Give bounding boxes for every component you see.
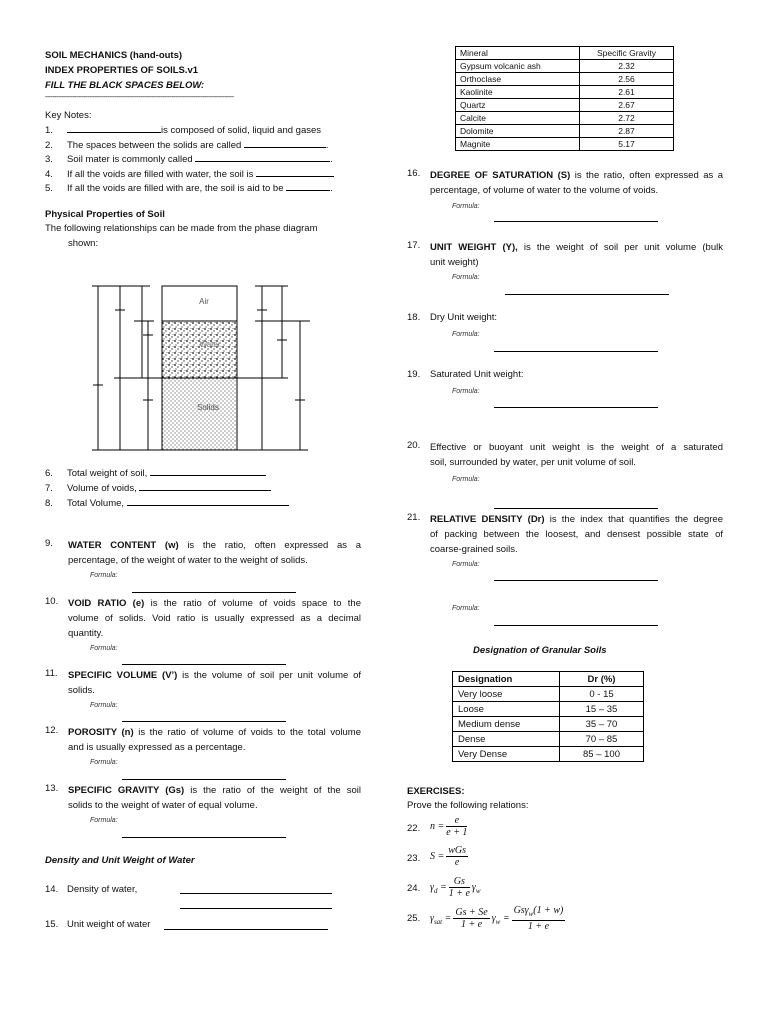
- water-label: Water: [199, 340, 221, 349]
- table-row: Dense 70 – 85: [453, 732, 644, 747]
- q16-text: DEGREE OF SATURATION (S) is the ratio, often expressed as a percentage, of volume of water to the volume of voids.: [430, 170, 723, 196]
- exercise-23-num: 23.: [407, 853, 421, 864]
- q20-num: 20.: [407, 440, 421, 451]
- table-header-row: [456, 47, 674, 60]
- formula-label: Formula:: [90, 759, 118, 766]
- mineral-table: [455, 46, 674, 151]
- q14: 14. Density of water,: [45, 884, 138, 895]
- answer-blank[interactable]: [122, 779, 286, 780]
- key-notes-list: [45, 124, 375, 197]
- table-row: Magnite 5.17: [456, 138, 674, 151]
- table-row: Gypsum volcanic ash 2.32: [456, 60, 674, 73]
- q21-text: RELATIVE DENSITY (Dr) is the index that quantifies the degree of packing between the loosest, and densest possible state of coarse-grained soils.: [430, 514, 723, 555]
- table-row: Medium dense 35 – 70: [453, 717, 644, 732]
- course-title: SOIL MECHANICS (hand-outs): [45, 50, 183, 61]
- physical-intro-2: shown:: [68, 238, 99, 249]
- blank-field[interactable]: [127, 497, 289, 506]
- q6: 6. Total weight of soil,: [45, 466, 289, 481]
- answer-blank[interactable]: [164, 929, 328, 930]
- instruction: FILL THE BLACK SPACES BELOW:: [45, 80, 205, 91]
- blank-field[interactable]: [286, 182, 330, 191]
- formula-label: Formula:: [452, 476, 480, 483]
- q11-text: SPECIFIC VOLUME (V’) is the volume of soil per unit volume of solids.: [68, 670, 361, 696]
- phase-diagram: [90, 280, 320, 455]
- q9-num: 9.: [45, 538, 53, 549]
- formula-label: Formula:: [452, 274, 480, 281]
- q19: 19. Saturated Unit weight:: [407, 369, 524, 380]
- blank-field[interactable]: [256, 168, 334, 177]
- physical-heading: Physical Properties of Soil: [45, 209, 165, 220]
- table-row: Quartz 2.67: [456, 99, 674, 112]
- q18: 18. Dry Unit weight:: [407, 312, 498, 323]
- answer-blank[interactable]: [132, 592, 296, 593]
- key-note-4: 4. If all the voids are filled with water, the soil is: [45, 168, 375, 183]
- blank-field[interactable]: [244, 139, 326, 148]
- formula-label: Formula:: [90, 572, 118, 579]
- answer-blank[interactable]: [494, 580, 658, 581]
- q11-num: 11.: [45, 668, 58, 679]
- table-header-row: [453, 672, 644, 687]
- density-heading: Density and Unit Weight of Water: [45, 855, 195, 866]
- answer-blank[interactable]: [122, 837, 286, 838]
- solids-phase: [162, 378, 237, 450]
- q10-num: 10.: [45, 596, 59, 607]
- divider: -------------------------------------------------------------------------------------------------------: [45, 94, 234, 101]
- equation-24: $\gamma_d$ = $\frac{Gs}{1 + e}$ $\gamma_w$: [430, 876, 481, 899]
- formula-label: Formula:: [90, 645, 118, 652]
- granular-heading: Designation of Granular Soils: [473, 645, 607, 656]
- document-title: INDEX PROPERTIES OF SOILS.v1: [45, 65, 199, 76]
- q12-num: 12.: [45, 725, 59, 736]
- q12-text: POROSITY (n) is the ratio of volume of voids to the total volume and is usually expressed as a percentage.: [68, 727, 361, 753]
- exercise-22-num: 22.: [407, 823, 421, 834]
- table-row: Orthoclase 2.56: [456, 73, 674, 86]
- key-note-2: 2. The spaces between the solids are called .: [45, 139, 329, 151]
- column-header: Dr (%): [560, 672, 644, 687]
- key-note-1: 1. is composed of solid, liquid and gases: [45, 125, 322, 136]
- column-header: Specific Gravity: [580, 47, 674, 60]
- formula-label: Formula:: [452, 388, 480, 395]
- table-row: Calcite 2.72: [456, 112, 674, 125]
- key-note-5: 5. If all the voids are filled with are, the soil is aid to be .: [45, 183, 333, 194]
- table-row: Very loose 0 - 15: [453, 687, 644, 702]
- answer-blank[interactable]: [494, 508, 658, 509]
- q13-text: SPECIFIC GRAVITY (Gs) is the ratio of the weight of the soil solids to the weight of water of equal volume.: [68, 785, 361, 811]
- q10-text: VOID RATIO (e) is the ratio of volume of voids space to the volume of solids. Void ratio is usually expressed as a decimal quantity.: [68, 598, 361, 639]
- equation-23: S = $\frac{\text{wGs}}{e}$: [430, 845, 467, 868]
- q21-num: 21.: [407, 512, 421, 523]
- exercise-25-num: 25.: [407, 913, 421, 924]
- air-label: Air: [199, 297, 209, 306]
- q16-num: 16.: [407, 168, 421, 179]
- answer-blank[interactable]: [122, 721, 286, 722]
- equation-22: n = $\frac{e}{e + 1}$: [430, 815, 468, 838]
- weights-list: [45, 466, 289, 511]
- formula-label: Formula:: [452, 561, 480, 568]
- answer-blank[interactable]: [494, 221, 658, 222]
- q15: 15. Unit weight of water: [45, 919, 151, 930]
- table-row: Kaolinite 2.61: [456, 86, 674, 99]
- blank-field[interactable]: [150, 467, 266, 476]
- exercises-intro: Prove the following relations:: [407, 800, 529, 811]
- q9-text: WATER CONTENT (w) is the ratio, often expressed as a percentage, of the weight of water to the weight of solids.: [68, 540, 361, 566]
- solids-label: Solids: [197, 403, 219, 412]
- answer-blank[interactable]: [494, 407, 658, 408]
- answer-blank[interactable]: [494, 625, 658, 626]
- column-header: Mineral: [456, 47, 580, 60]
- formula-label: Formula:: [452, 331, 480, 338]
- granular-table: [452, 671, 644, 762]
- exercise-24-num: 24.: [407, 883, 421, 894]
- answer-blank[interactable]: [180, 908, 332, 909]
- q17-text: UNIT WEIGHT (Υ), is the weight of soil per unit volume (bulk unit weight): [430, 242, 723, 268]
- physical-intro: The following relationships can be made from the phase diagram: [45, 223, 318, 234]
- table-row: Very Dense 85 – 100: [453, 747, 644, 762]
- answer-blank[interactable]: [494, 351, 658, 352]
- formula-label: Formula:: [90, 702, 118, 709]
- q17-num: 17.: [407, 240, 421, 251]
- q8: 8. Total Volume,: [45, 496, 289, 511]
- q13-num: 13.: [45, 783, 59, 794]
- key-notes-heading: Key Notes:: [45, 110, 92, 121]
- blank-field[interactable]: [195, 153, 330, 162]
- q20-text: Effective or buoyant unit weight is the weight of a saturated soil, surrounded by water, per unit volume of soil.: [430, 442, 723, 468]
- exercises-heading: EXERCISES:: [407, 786, 465, 797]
- key-note-3: 3. Soil mater is commonly called .: [45, 154, 333, 165]
- formula-label: Formula:: [452, 203, 480, 210]
- formula-label: Formula:: [452, 605, 480, 612]
- equation-25: $\gamma_{sat}$ = $\frac{Gs + Se}{1 + e}$ $\gamma_w$ = $\frac{Gs\gamma_w(1 + w)}{1 + e}$: [430, 905, 564, 932]
- blank-field[interactable]: [67, 124, 161, 133]
- formula-label: Formula:: [90, 817, 118, 824]
- answer-blank[interactable]: [122, 664, 286, 665]
- answer-blank[interactable]: [180, 893, 332, 894]
- blank-field[interactable]: [139, 482, 271, 491]
- q7: 7. Volume of voids,: [45, 481, 289, 496]
- table-row: Dolomite 2.87: [456, 125, 674, 138]
- table-row: Loose 15 – 35: [453, 702, 644, 717]
- answer-blank[interactable]: [505, 294, 669, 295]
- water-phase: [162, 321, 237, 378]
- column-header: Designation: [453, 672, 560, 687]
